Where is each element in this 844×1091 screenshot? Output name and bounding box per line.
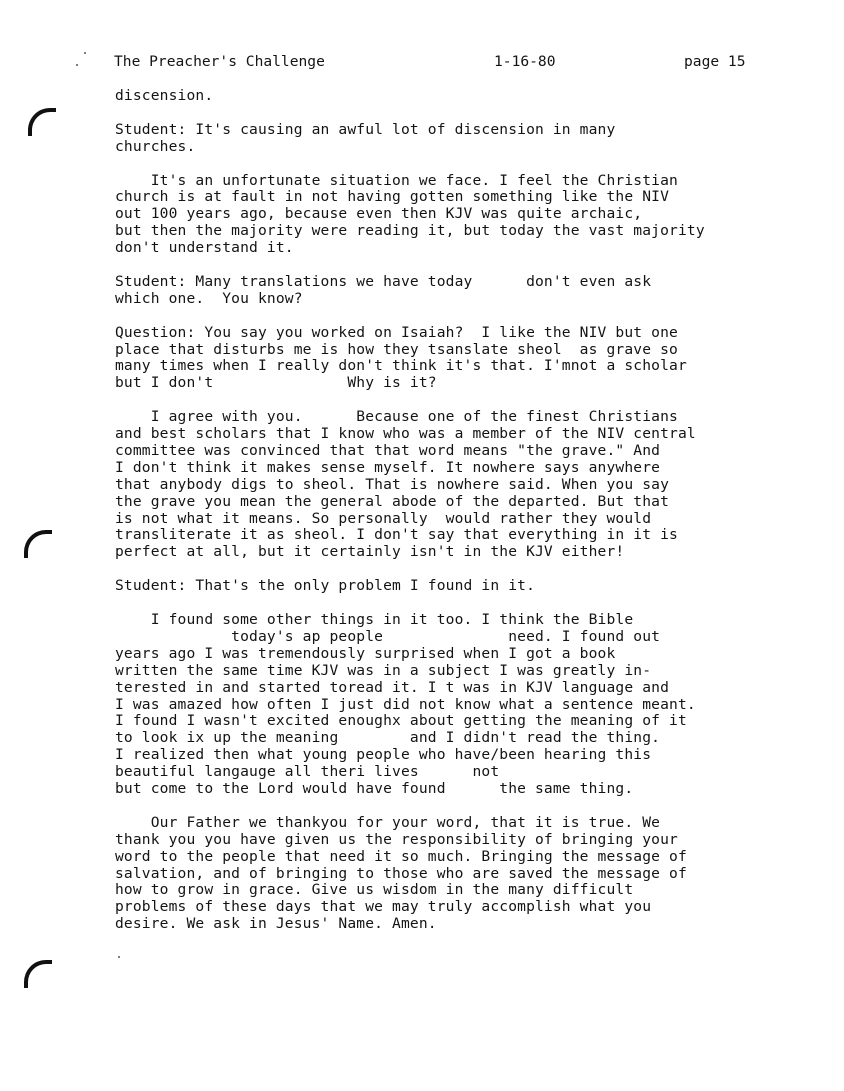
page-number: page 15 [684,53,746,70]
paragraph-answer-sheol: I agree with you. Because one of the finest Christians and best scholars that I know who was a member of the NIV central committee was convinced that that word means "the grave." And I don't think it makes sense myself. It nowhere says anywhere that anybody digs to sheol. That is nowhere said. When you say the grave you mean the general abode of the departed. But that is not what it means. So personally would rather they would transliterate it as sheol. I don't say that everything in it is perfect at all, but it certainly isn't in the KJV either! [115,408,696,561]
document-title: The Preacher's Challenge [114,53,325,70]
paragraph-student-problem: Student: That's the only problem I found in it. [115,577,536,595]
paragraph-answer-kjv-language: I found some other things in it too. I think the Bible today's ap people need. I found out years ago I was tremendously surprised when I got a book written the same time KJV was in a subject I was greatly in- terested in and started toread it. I t was in KJV language and I was amazed how often I just did not know what a sentence meant. I found I wasn't excited enoughx about getting the meaning of it to look ix up the meaning and I didn't read the thing. I realized then what young people who have/been hearing this beautiful langauge all theri lives not but come to the Lord would have found the same thing. [115,610,696,798]
punch-hole-middle [24,530,52,558]
page-header [114,53,814,73]
paragraph-student-discension: Student: It's causing an awful lot of discension in many churches. [115,120,616,155]
paragraph-continuation: discension. [115,87,214,104]
paper-speck [76,64,78,66]
paragraph-closing-prayer: Our Father we thankyou for your word, that it is true. We thank you you have given us the responsibility of bringing your word to the people that need it so much. Bringing the message of salvation, and of bringing to those who are saved the message of how to grow in grace. Give us wisdom in the many difficult problems of these days that we may truly accomplish what you desire. We ask in Jesus' Name. Amen. [115,813,687,933]
paper-speck [118,956,120,958]
document-date: 1-16-80 [494,53,556,70]
paragraph-question-sheol: Question: You say you worked on Isaiah? I like the NIV but one place that disturbs me is how they tsanslate sheol as grave so many times when I really don't think it's that. I'mnot a scholar but I don't Why is it? [115,323,687,392]
paper-speck [84,52,86,54]
paragraph-answer-situation: It's an unfortunate situation we face. I feel the Christian church is at fault in not having gotten something like the NIV out 100 years ago, because even then KJV was quite archaic, but then the majority were reading it, but today the vast majority don't understand it. [115,171,705,257]
punch-hole-bottom [24,960,52,988]
paragraph-student-translations: Student: Many translations we have today don't even ask which one. You know? [115,272,652,307]
punch-hole-top [28,108,56,136]
transcript-body [115,88,835,950]
